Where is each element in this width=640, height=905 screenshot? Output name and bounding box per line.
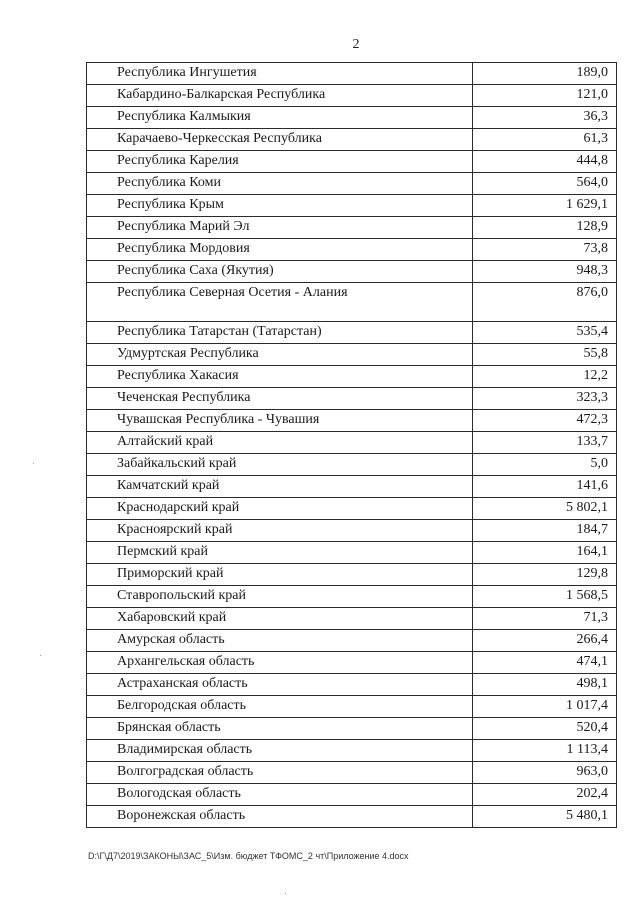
region-name-cell: Республика Коми [87,173,473,195]
region-name-cell: Чеченская Республика [87,388,473,410]
table-row [87,388,617,410]
amount-cell: 5,0 [473,454,617,476]
amount-cell: 474,1 [473,652,617,674]
region-name-cell: Удмуртская Республика [87,344,473,366]
table-row [87,674,617,696]
region-name-cell: Вологодская область [87,784,473,806]
amount-cell: 129,8 [473,564,617,586]
amount-cell: 5 802,1 [473,498,617,520]
region-name-cell: Республика Крым [87,195,473,217]
region-name-cell: Алтайский край [87,432,473,454]
region-name-cell: Камчатский край [87,476,473,498]
amount-cell: 133,7 [473,432,617,454]
table-row [87,806,617,828]
table-row [87,322,617,344]
file-path-footer: D:\Г\Д7\2019\ЗАКОНЫ\ЗАС_5\Изм. бюджет ТФОМС_2 чт\Приложение 4.docx [88,851,409,861]
region-name-cell: Республика Хакасия [87,366,473,388]
amount-cell: 535,4 [473,322,617,344]
scan-speck [33,463,34,464]
region-name-cell: Пермский край [87,542,473,564]
region-name-cell: Республика Северная Осетия - Алания [87,283,473,322]
budget-table [86,62,617,828]
region-name-cell: Красноярский край [87,520,473,542]
region-name-cell: Республика Саха (Якутия) [87,261,473,283]
region-name-cell: Чувашская Республика - Чувашия [87,410,473,432]
region-name-cell: Архангельская область [87,652,473,674]
table-row [87,608,617,630]
table-row [87,784,617,806]
table-row [87,195,617,217]
amount-cell: 472,3 [473,410,617,432]
amount-cell: 36,3 [473,107,617,129]
amount-cell: 121,0 [473,85,617,107]
amount-cell: 564,0 [473,173,617,195]
region-name-cell: Республика Татарстан (Татарстан) [87,322,473,344]
amount-cell: 128,9 [473,217,617,239]
table-row [87,107,617,129]
table-row [87,520,617,542]
region-name-cell: Республика Карелия [87,151,473,173]
amount-cell: 12,2 [473,366,617,388]
amount-cell: 1 017,4 [473,696,617,718]
table-row [87,261,617,283]
table-row [87,173,617,195]
amount-cell: 323,3 [473,388,617,410]
table-row [87,762,617,784]
table-row [87,410,617,432]
table-row [87,696,617,718]
table-body [87,63,617,828]
amount-cell: 184,7 [473,520,617,542]
amount-cell: 73,8 [473,239,617,261]
amount-cell: 444,8 [473,151,617,173]
table-row [87,542,617,564]
amount-cell: 1 113,4 [473,740,617,762]
table-row [87,283,617,322]
table-row [87,85,617,107]
amount-cell: 498,1 [473,674,617,696]
amount-cell: 202,4 [473,784,617,806]
table-row [87,344,617,366]
region-name-cell: Ставропольский край [87,586,473,608]
amount-cell: 141,6 [473,476,617,498]
table-row [87,63,617,85]
region-name-cell: Брянская область [87,718,473,740]
amount-cell: 266,4 [473,630,617,652]
region-name-cell: Забайкальский край [87,454,473,476]
region-name-cell: Приморский край [87,564,473,586]
amount-cell: 71,3 [473,608,617,630]
amount-cell: 876,0 [473,283,617,322]
table-row [87,498,617,520]
amount-cell: 1 629,1 [473,195,617,217]
amount-cell: 61,3 [473,129,617,151]
region-name-cell: Амурская область [87,630,473,652]
region-name-cell: Владимирская область [87,740,473,762]
amount-cell: 520,4 [473,718,617,740]
amount-cell: 55,8 [473,344,617,366]
region-name-cell: Белгородская область [87,696,473,718]
region-name-cell: Краснодарский край [87,498,473,520]
region-name-cell: Хабаровский край [87,608,473,630]
region-name-cell: Карачаево-Черкесская Республика [87,129,473,151]
table-row [87,432,617,454]
table-row [87,366,617,388]
table-row [87,454,617,476]
amount-cell: 189,0 [473,63,617,85]
table-row [87,476,617,498]
table-row [87,151,617,173]
scan-speck [285,893,286,894]
region-name-cell: Астраханская область [87,674,473,696]
table-row [87,564,617,586]
amount-cell: 963,0 [473,762,617,784]
region-name-cell: Воронежская область [87,806,473,828]
table-row [87,129,617,151]
table-row [87,586,617,608]
table-row [87,630,617,652]
table-row [87,239,617,261]
region-name-cell: Кабардино-Балкарская Республика [87,85,473,107]
amount-cell: 5 480,1 [473,806,617,828]
region-name-cell: Республика Ингушетия [87,63,473,85]
page-number: 2 [352,37,360,52]
region-name-cell: Республика Мордовия [87,239,473,261]
table-row [87,718,617,740]
region-name-cell: Республика Калмыкия [87,107,473,129]
table-row [87,652,617,674]
amount-cell: 948,3 [473,261,617,283]
region-name-cell: Волгоградская область [87,762,473,784]
table-row [87,217,617,239]
region-name-cell: Республика Марий Эл [87,217,473,239]
scan-speck [40,655,41,656]
amount-cell: 1 568,5 [473,586,617,608]
amount-cell: 164,1 [473,542,617,564]
table-row [87,740,617,762]
